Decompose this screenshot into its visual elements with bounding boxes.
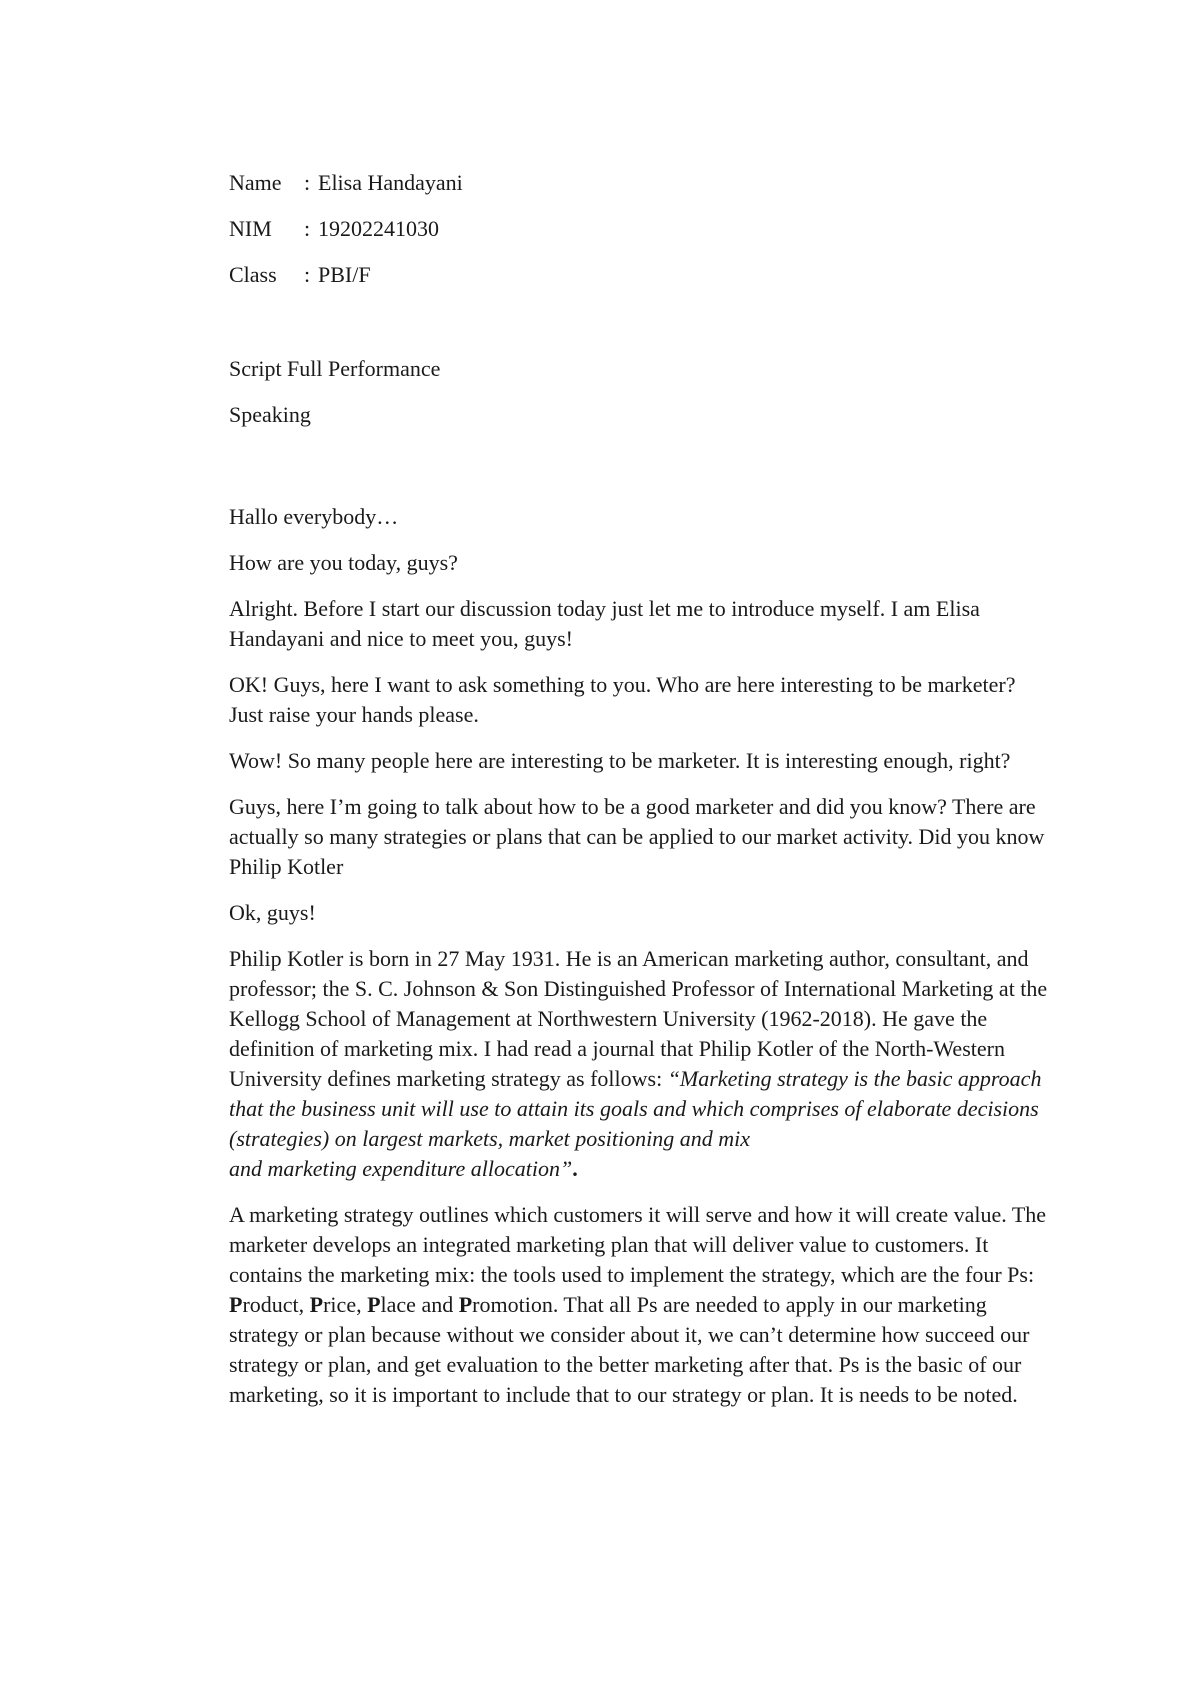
product-rest: roduct, bbox=[242, 1292, 310, 1317]
paragraph-strategies: Guys, here I’m going to talk about how to be a good marketer and did you know? There are actually so many strategies or plans that can be applied to our market activity. Did you know Philip Kotler bbox=[229, 794, 1045, 879]
name-value: Elisa Handayani bbox=[318, 170, 463, 195]
promotion-initial: P bbox=[458, 1292, 473, 1317]
name-label: Name bbox=[229, 170, 282, 195]
price-initial: P bbox=[309, 1292, 324, 1317]
paragraph-kotler bbox=[229, 944, 1049, 1184]
nim-value: 19202241030 bbox=[318, 216, 439, 241]
marketing-mix-text: A marketing strategy outlines which customers it will serve and how it will create value. The marketer develops an integrated marketing plan that will deliver value to customers. It contains the marketing mix: the tools used to implement the strategy, which are the four Ps: bbox=[229, 1202, 1047, 1287]
paragraph-question: How are you today, guys? bbox=[229, 550, 458, 575]
kotler-quote-period: . bbox=[572, 1156, 578, 1181]
class-label: Class bbox=[229, 262, 277, 287]
paragraph-wow: Wow! So many people here are interesting to be marketer. It is interesting enough, right? bbox=[229, 748, 1011, 773]
place-initial: P bbox=[367, 1292, 381, 1317]
nim-row bbox=[229, 214, 1049, 260]
document-page bbox=[229, 168, 1049, 1426]
document-title: Script Full Performance bbox=[229, 356, 441, 381]
kotler-quote-end-text: and marketing expenditure allocation” bbox=[229, 1156, 573, 1181]
product-initial: P bbox=[229, 1292, 243, 1317]
paragraph-ok: Ok, guys! bbox=[229, 900, 316, 925]
name-row bbox=[229, 168, 1049, 214]
marketing-mix-conclusion: romotion. That all Ps are needed to apply in our marketing strategy or plan because without we consider about it, we can’t determine how succeed our strategy or plan, and get evaluation to the better marketing after that. Ps is the basic of our marketing, so it is important to include that to our strategy or plan. It is needs to be noted. bbox=[229, 1292, 1030, 1407]
document-subtitle: Speaking bbox=[229, 402, 311, 427]
class-value: PBI/F bbox=[318, 262, 371, 287]
nim-separator: : bbox=[304, 216, 311, 241]
place-rest: lace and bbox=[380, 1292, 459, 1317]
class-separator: : bbox=[304, 262, 311, 287]
paragraph-marketing-mix bbox=[229, 1200, 1049, 1410]
nim-label: NIM bbox=[229, 216, 272, 241]
price-rest: rice, bbox=[323, 1292, 368, 1317]
paragraph-ask: OK! Guys, here I want to ask something to you. Who are here interesting to be marketer? Just raise your hands please. bbox=[229, 672, 1016, 727]
paragraph-introduction: Alright. Before I start our discussion today just let me to introduce myself. I am Elisa Handayani and nice to meet you, guys! bbox=[229, 596, 980, 651]
paragraph-greeting: Hallo everybody… bbox=[229, 504, 399, 529]
name-separator: : bbox=[304, 170, 311, 195]
class-row bbox=[229, 260, 1049, 306]
kotler-intro-text: Philip Kotler is born in 27 May 1931. He is an American marketing author, consultant, and professor; the S. C. Johnson & Son Distinguished Professor of International Marketing at the Kellogg School of Management at Northwestern University (1962-2018). He gave the definition of marketing mix. I had read a journal that Philip Kotler of the North-Western University defines marketing strategy as follows: bbox=[229, 946, 1048, 1091]
kotler-quote-text: “Marketing strategy is the basic approach that the business unit will use to attain its goals and which comprises of elaborate decisions (strategies) on largest markets, market positioning and mix bbox=[229, 1066, 1042, 1151]
